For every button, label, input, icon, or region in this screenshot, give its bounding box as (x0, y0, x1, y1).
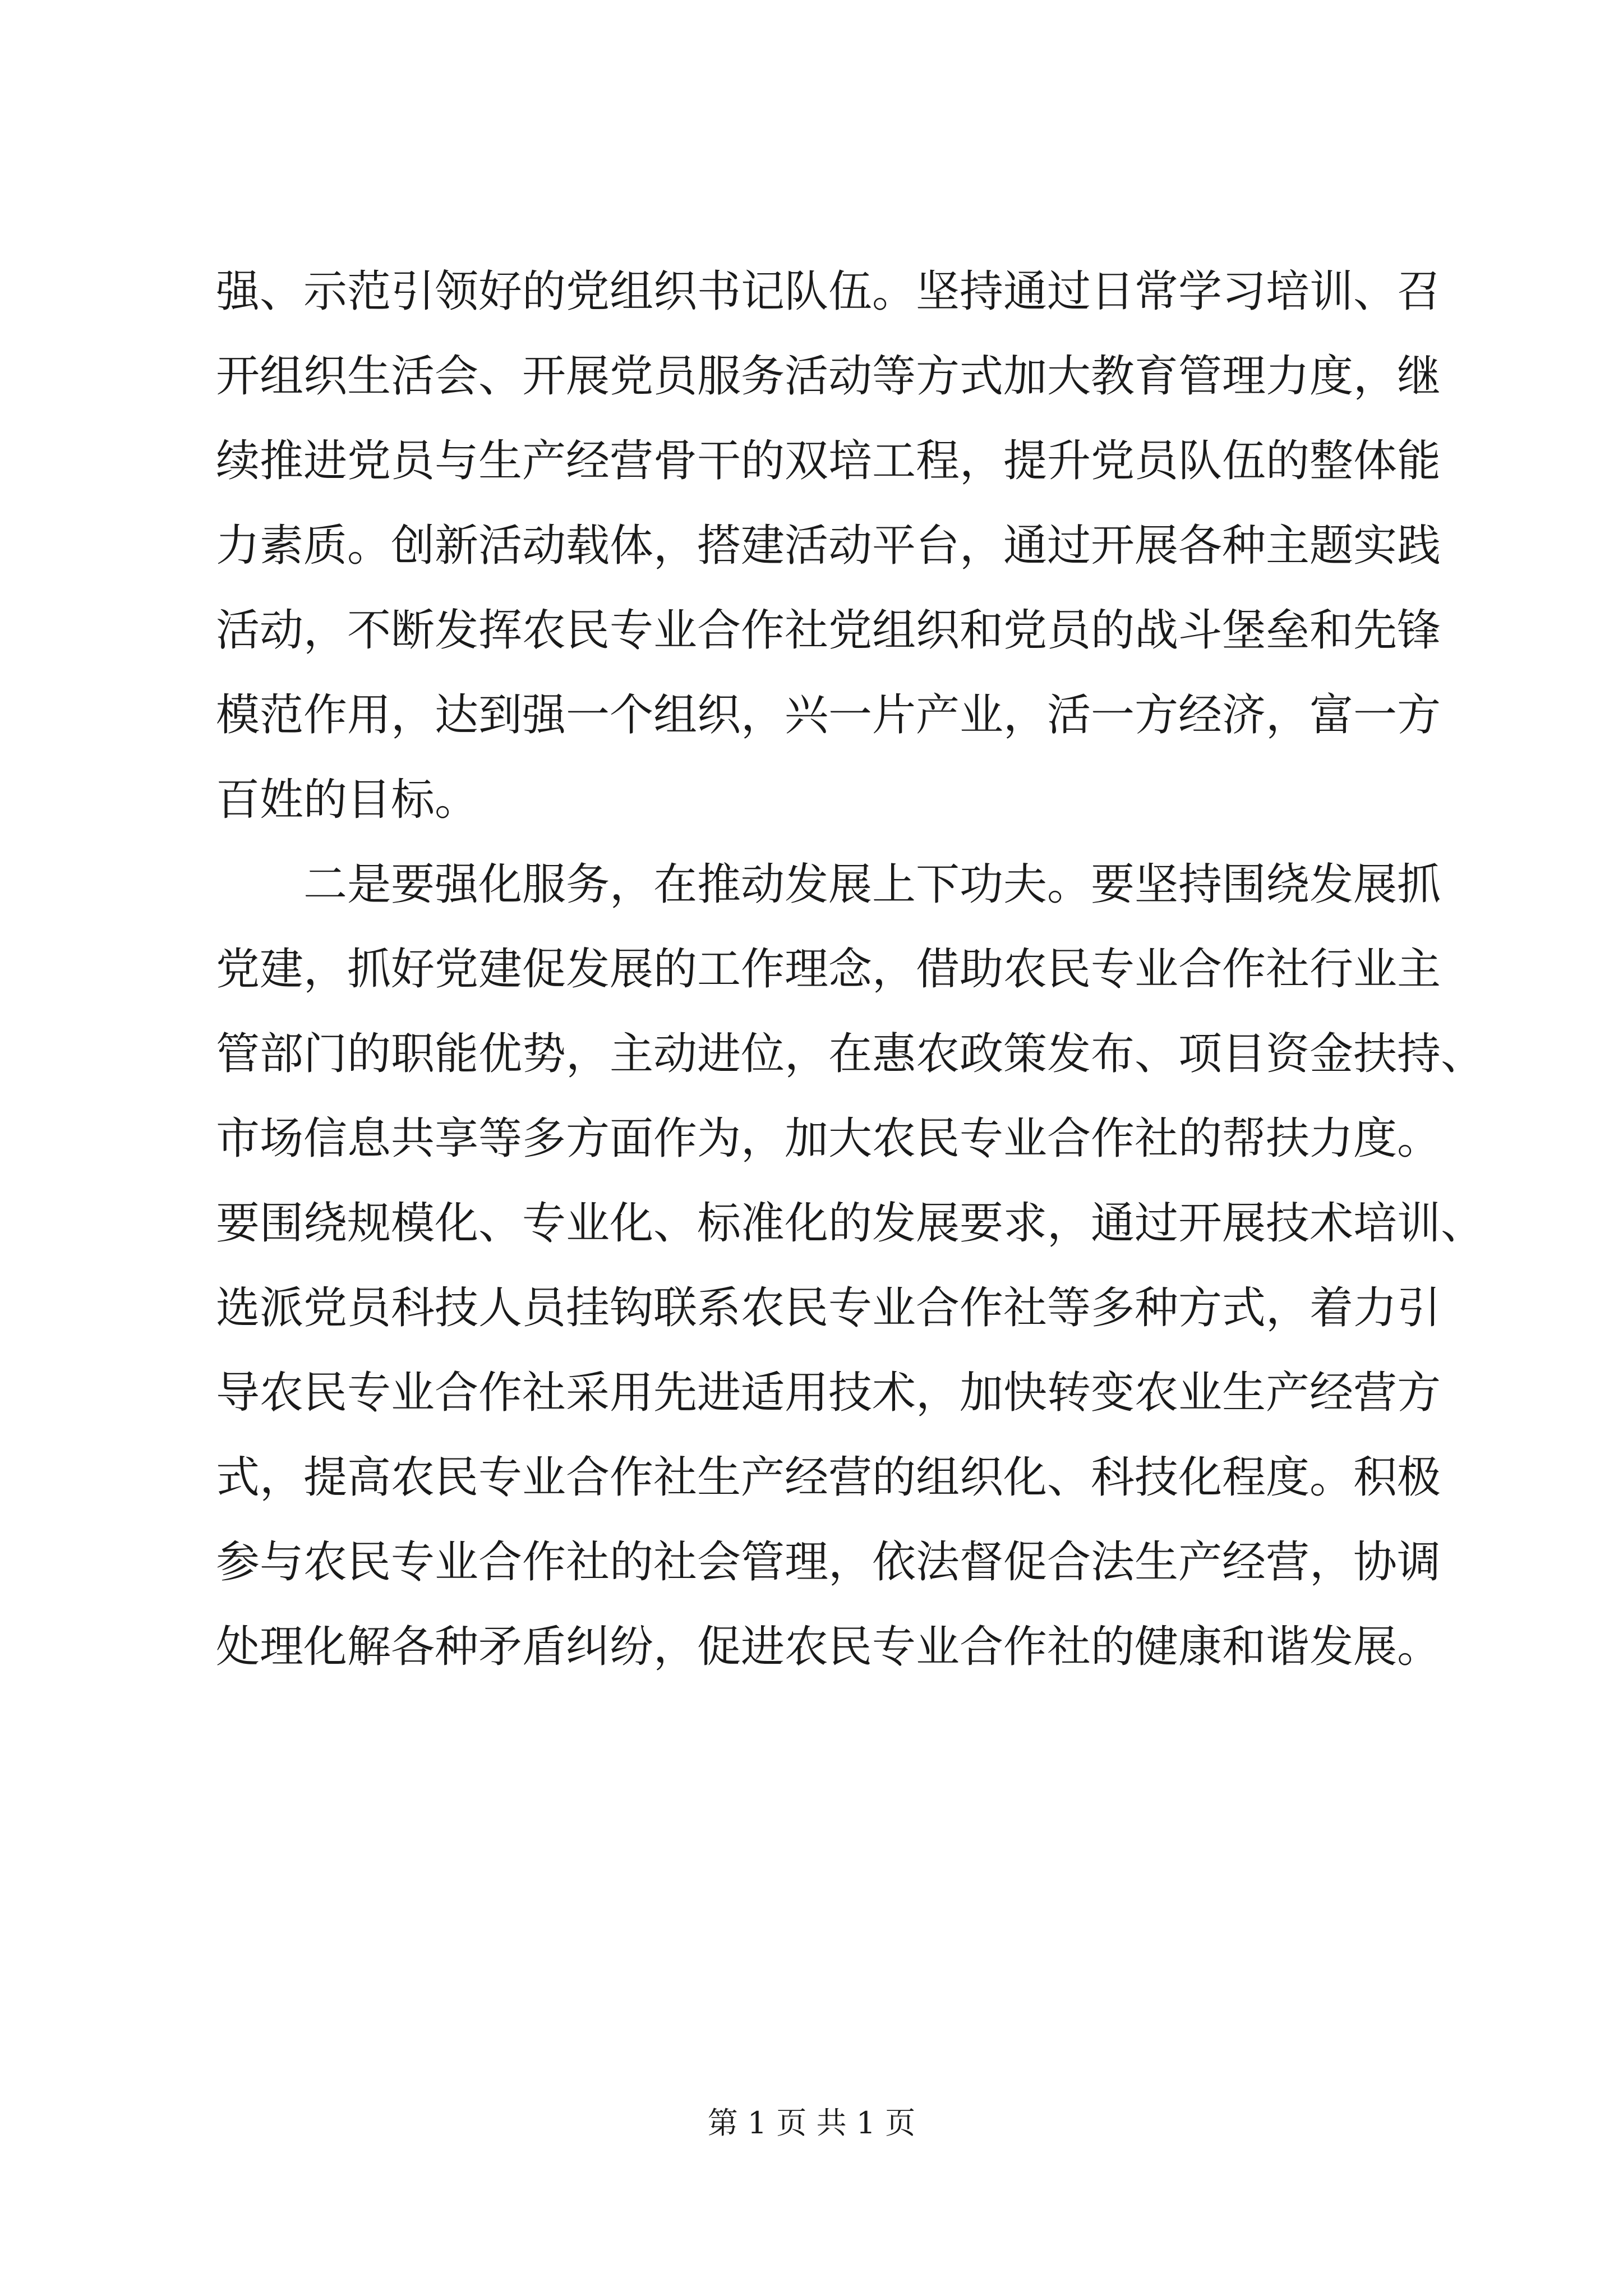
paragraph-line: 百姓的目标。 (216, 775, 479, 825)
paragraph-line: 活动，不断发挥农民专业合作社党组织和党员的战斗堡垒和先锋 (216, 605, 1441, 656)
paragraph-line: 要围绕规模化、专业化、标准化的发展要求，通过开展技术培训、 (216, 1198, 1485, 1249)
paragraph-line: 式，提高农民专业合作社生产经营的组织化、科技化程度。积极 (216, 1452, 1441, 1503)
paragraph-line: 党建，抓好党建促发展的工作理念，借助农民专业合作社行业主 (216, 944, 1441, 995)
body-text (216, 250, 1485, 1690)
paragraph-line: 选派党员科技人员挂钩联系农民专业合作社等多种方式，着力引 (216, 1283, 1441, 1333)
paragraph-line: 力素质。创新活动载体，搭建活动平台，通过开展各种主题实践 (216, 521, 1441, 571)
paragraph-line: 二是要强化服务，在推动发展上下功夫。要坚持围绕发展抓 (303, 859, 1441, 910)
paragraph-line: 续推进党员与生产经营骨干的双培工程，提升党员队伍的整体能 (216, 436, 1441, 486)
page-footer: 第 1 页 共 1 页 (707, 2105, 916, 2141)
paragraph-line: 参与农民专业合作社的社会管理，依法督促合法生产经营，协调 (216, 1537, 1441, 1588)
paragraph-line: 市场信息共享等多方面作为，加大农民专业合作社的帮扶力度。 (216, 1114, 1441, 1164)
paragraph-line: 导农民专业合作社采用先进适用技术，加快转变农业生产经营方 (216, 1368, 1441, 1418)
paragraph-2 (216, 843, 1485, 1690)
paragraph-line: 管部门的职能优势，主动进位，在惠农政策发布、项目资金扶持、 (216, 1029, 1485, 1079)
paragraph-1 (216, 250, 1441, 843)
paragraph-line: 模范作用，达到强一个组织，兴一片产业，活一方经济，富一方 (216, 690, 1441, 740)
paragraph-line: 开组织生活会、开展党员服务活动等方式加大教育管理力度，继 (216, 351, 1441, 402)
paragraph-line: 强、示范引领好的党组织书记队伍。坚持通过日常学习培训、召 (216, 266, 1441, 317)
paragraph-line: 处理化解各种矛盾纠纷，促进农民专业合作社的健康和谐发展。 (216, 1622, 1441, 1672)
